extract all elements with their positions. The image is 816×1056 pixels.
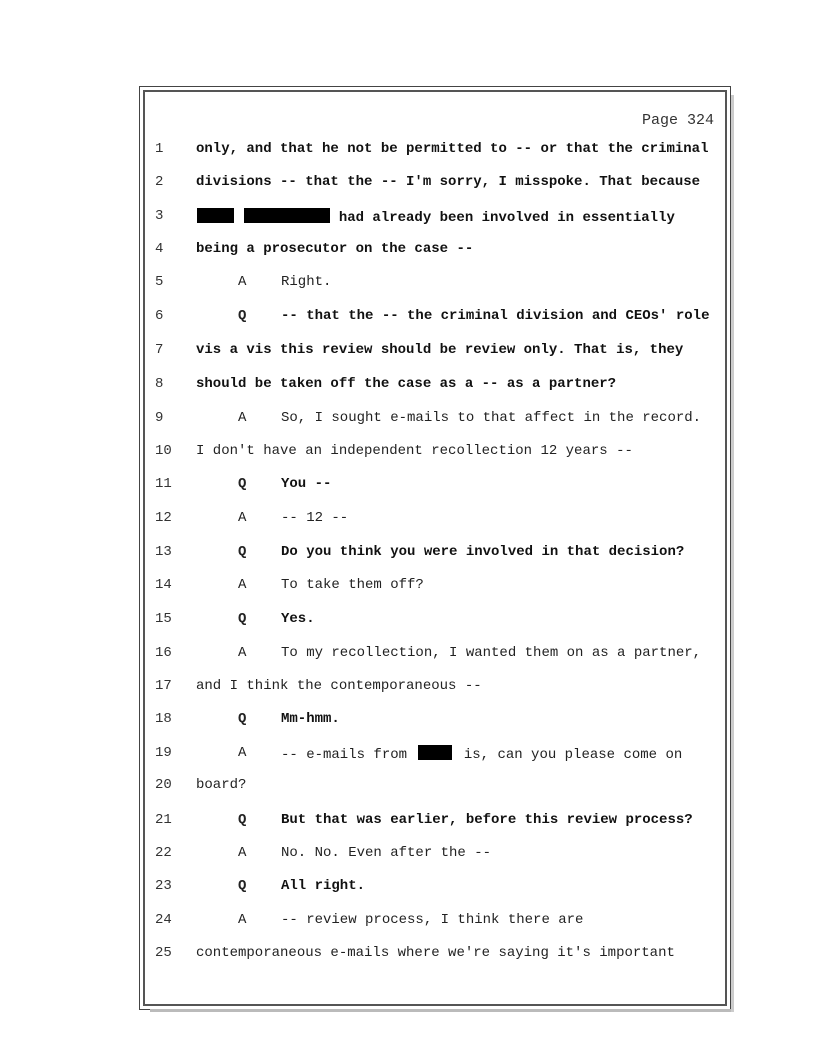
transcript-line — [0, 443, 816, 467]
line-number: 25 — [155, 945, 172, 961]
line-text: I don't have an independent recollection 12 years -- — [196, 443, 633, 459]
line-number: 14 — [155, 577, 172, 593]
line-text: Mm-hmm. — [281, 711, 340, 727]
line-text: Yes. — [281, 611, 315, 627]
transcript-line — [0, 141, 816, 165]
line-number: 24 — [155, 912, 172, 928]
transcript-line — [0, 208, 816, 232]
line-text: and I think the contemporaneous -- — [196, 678, 482, 694]
speaker-label: Q — [238, 308, 247, 324]
line-text: No. No. Even after the -- — [281, 845, 492, 861]
speaker-label: Q — [238, 611, 247, 627]
line-text-redacted — [197, 208, 675, 226]
transcript-line — [0, 342, 816, 366]
transcript-line — [0, 410, 816, 434]
line-number: 7 — [155, 342, 164, 358]
redaction-block — [244, 208, 330, 223]
redaction-block — [418, 745, 452, 760]
transcript-line — [0, 274, 816, 298]
transcript-line — [0, 577, 816, 601]
line-number: 10 — [155, 443, 172, 459]
line-text: contemporaneous e-mails where we're saying it's important — [196, 945, 675, 961]
line-text: To take them off? — [281, 577, 424, 593]
transcript-line — [0, 912, 816, 936]
line-number: 18 — [155, 711, 172, 727]
line-number: 3 — [155, 208, 164, 224]
page-frame-shadow — [150, 1009, 734, 1012]
line-number: 4 — [155, 241, 164, 257]
line-text: board? — [196, 777, 247, 793]
transcript-line — [0, 845, 816, 869]
line-number: 9 — [155, 410, 164, 426]
speaker-label: A — [238, 912, 247, 928]
line-number: 22 — [155, 845, 172, 861]
speaker-label: A — [238, 645, 247, 661]
line-text: You -- — [281, 476, 332, 492]
transcript-line — [0, 308, 816, 332]
line-text: is, can you please come on — [463, 747, 683, 763]
line-text: vis a vis this review should be review only. That is, they — [196, 342, 684, 358]
transcript-line — [0, 476, 816, 500]
line-number: 15 — [155, 611, 172, 627]
line-text: had already been involved in essentially — [338, 210, 675, 226]
line-number: 17 — [155, 678, 172, 694]
line-number: 2 — [155, 174, 164, 190]
line-number: 12 — [155, 510, 172, 526]
speaker-label: Q — [238, 544, 247, 560]
line-number: 5 — [155, 274, 164, 290]
speaker-label: A — [238, 274, 247, 290]
page-number: Page 324 — [641, 112, 714, 129]
line-text: should be taken off the case as a -- as a partner? — [196, 376, 617, 392]
transcript-line — [0, 174, 816, 198]
transcript-line — [0, 645, 816, 669]
line-number: 19 — [155, 745, 172, 761]
transcript-line — [0, 812, 816, 836]
line-number: 20 — [155, 777, 172, 793]
speaker-label: A — [238, 410, 247, 426]
transcript-line — [0, 611, 816, 635]
line-text: only, and that he not be permitted to -- or that the criminal — [196, 141, 709, 157]
speaker-label: Q — [238, 878, 247, 894]
transcript-line — [0, 777, 816, 801]
speaker-label: A — [238, 845, 247, 861]
line-number: 11 — [155, 476, 172, 492]
line-text: divisions -- that the -- I'm sorry, I misspoke. That because — [196, 174, 701, 190]
transcript-line — [0, 745, 816, 769]
line-text: To my recollection, I wanted them on as a partner, — [281, 645, 702, 661]
line-text: So, I sought e-mails to that affect in the record. — [281, 410, 702, 426]
line-number: 1 — [155, 141, 164, 157]
line-number: 8 — [155, 376, 164, 392]
line-number: 16 — [155, 645, 172, 661]
line-text: -- 12 -- — [281, 510, 349, 526]
speaker-label: Q — [238, 476, 247, 492]
transcript-line — [0, 510, 816, 534]
transcript-line — [0, 711, 816, 735]
line-text: being a prosecutor on the case -- — [196, 241, 474, 257]
speaker-label: Q — [238, 711, 247, 727]
transcript-line — [0, 241, 816, 265]
speaker-label: A — [238, 745, 247, 761]
line-text-redacted — [281, 745, 682, 763]
line-number: 23 — [155, 878, 172, 894]
line-number: 21 — [155, 812, 172, 828]
speaker-label: Q — [238, 812, 247, 828]
transcript-line — [0, 945, 816, 969]
transcript-line — [0, 878, 816, 902]
line-text: All right. — [281, 878, 366, 894]
line-text: -- review process, I think there are — [281, 912, 584, 928]
speaker-label: A — [238, 577, 247, 593]
line-text: But that was earlier, before this review process? — [281, 812, 693, 828]
line-text: Right. — [281, 274, 332, 290]
speaker-label: A — [238, 510, 247, 526]
line-text: Do you think you were involved in that decision? — [281, 544, 685, 560]
transcript-line — [0, 376, 816, 400]
line-number: 6 — [155, 308, 164, 324]
line-text: -- that the -- the criminal division and CEOs' role — [281, 308, 710, 324]
transcript-line — [0, 544, 816, 568]
line-text: -- e-mails from — [281, 747, 408, 763]
transcript-line — [0, 678, 816, 702]
redaction-block — [197, 208, 234, 223]
line-number: 13 — [155, 544, 172, 560]
